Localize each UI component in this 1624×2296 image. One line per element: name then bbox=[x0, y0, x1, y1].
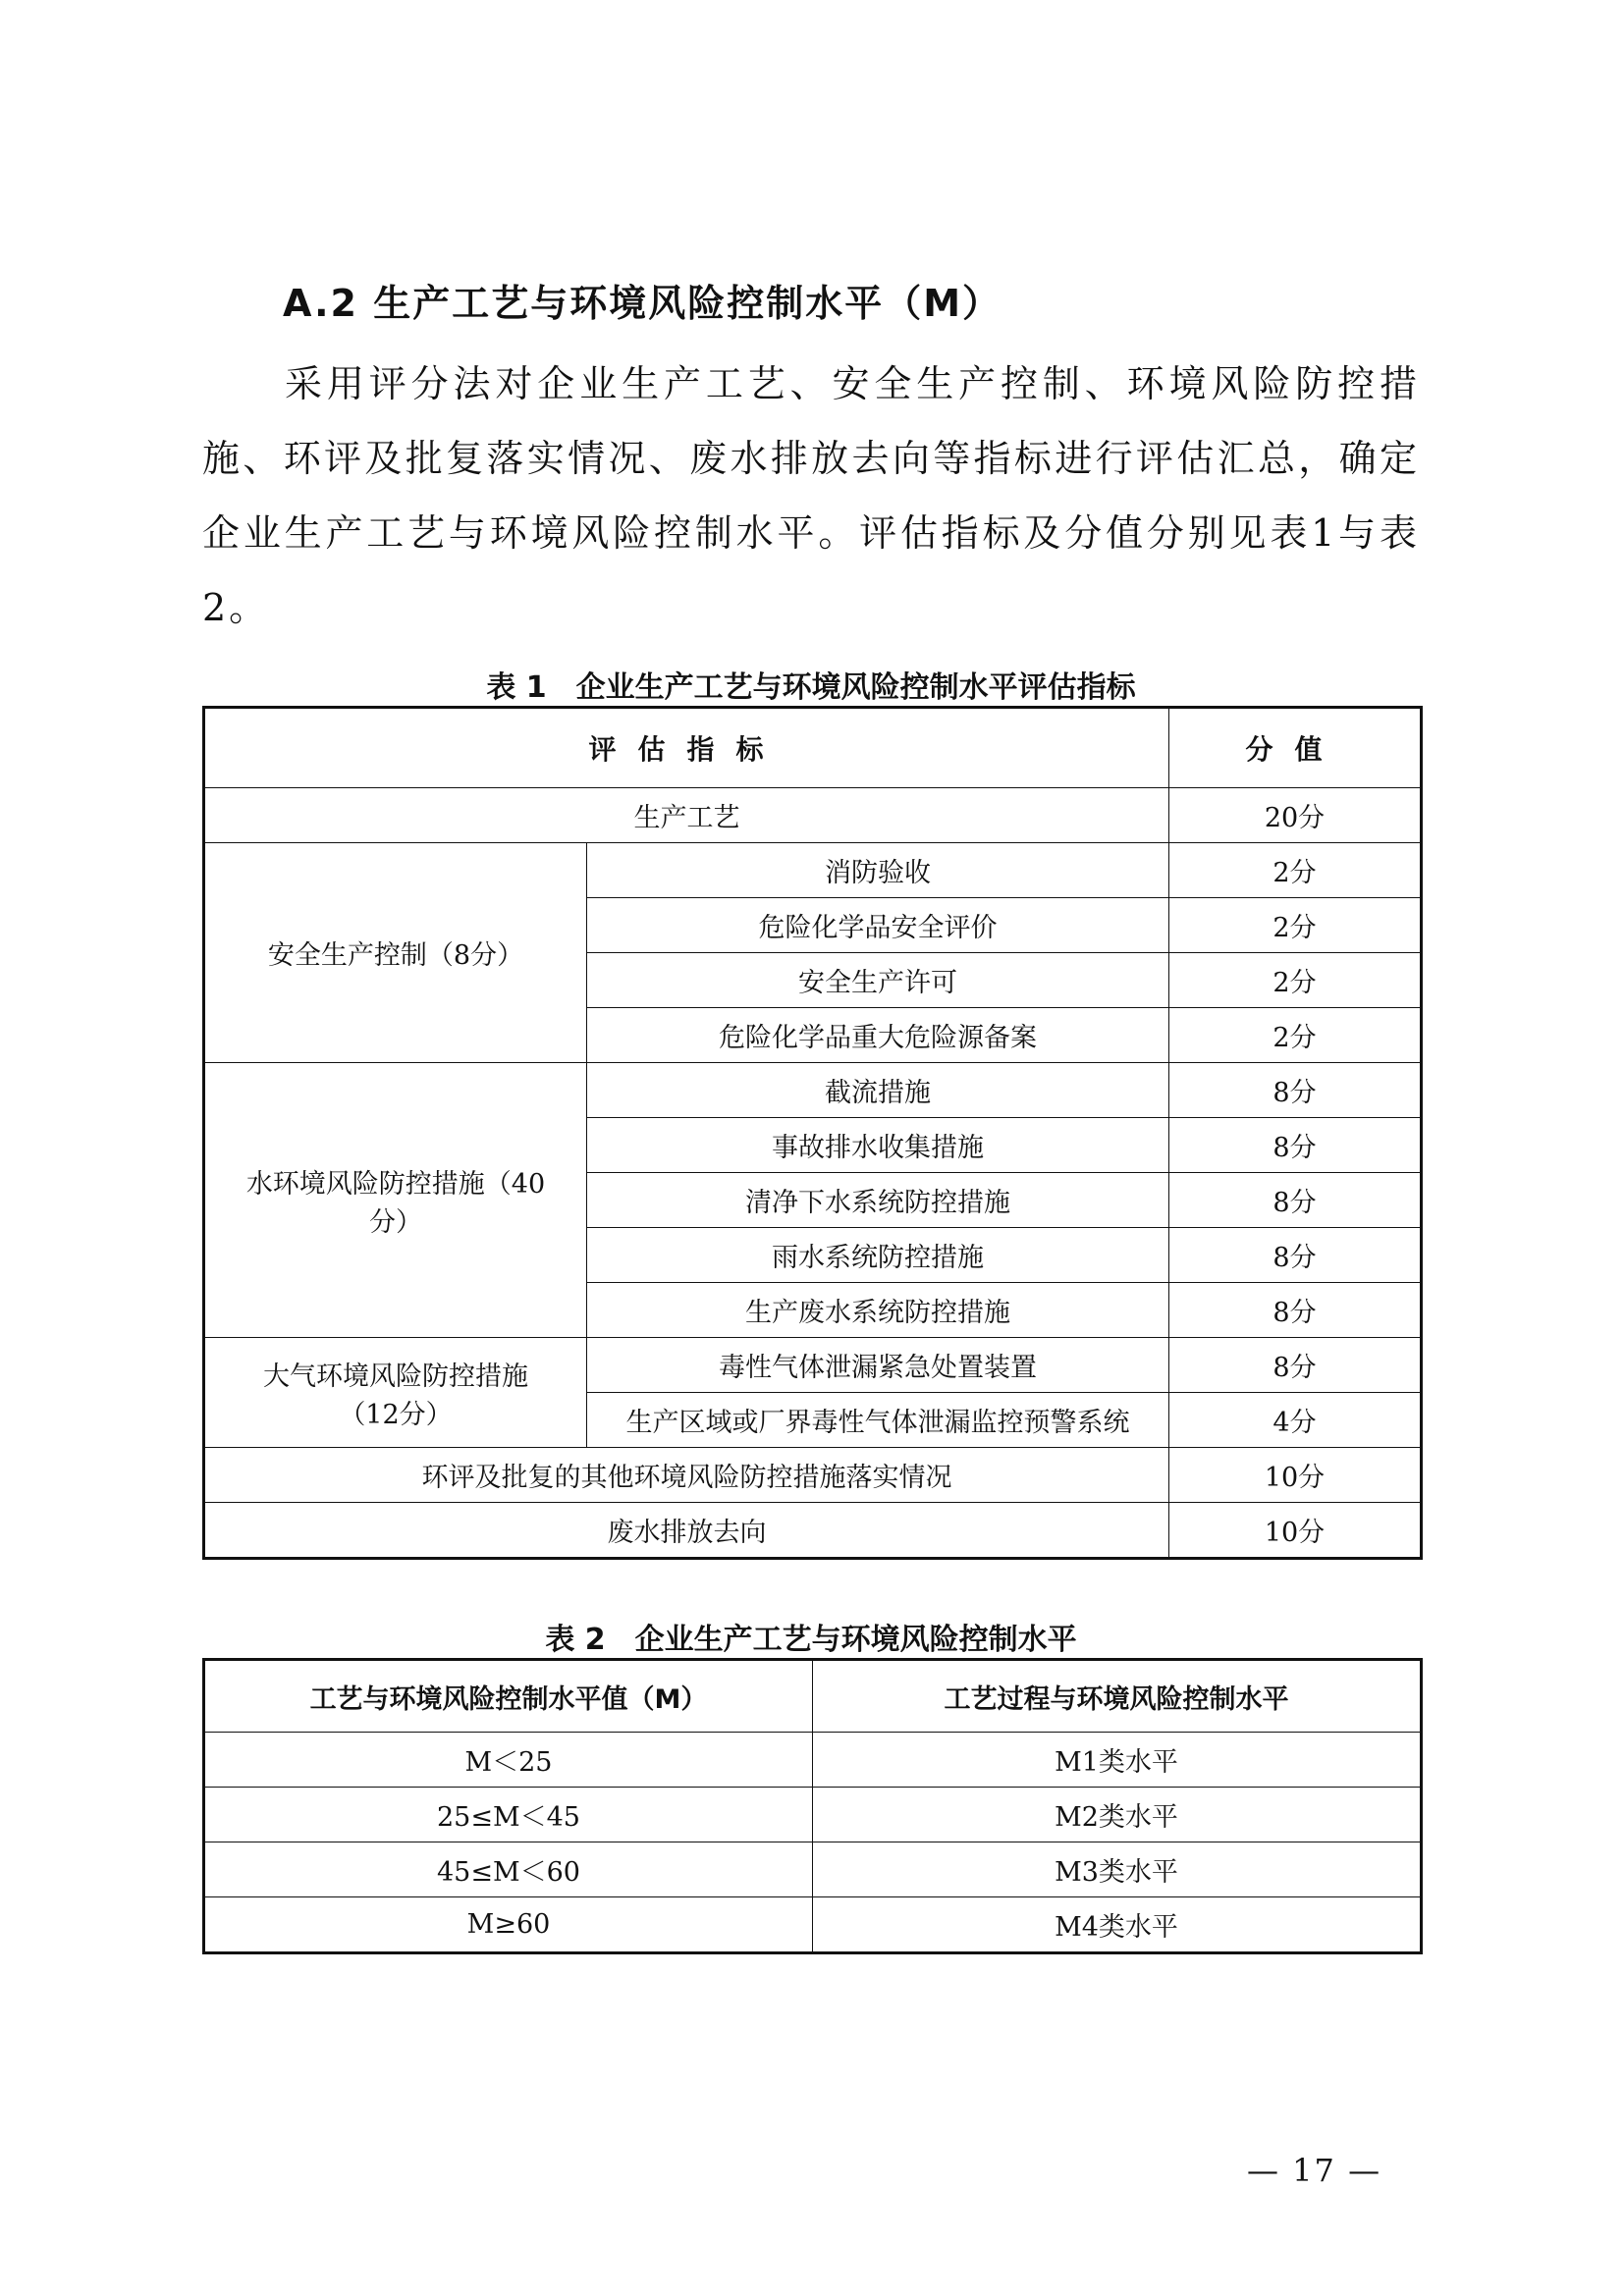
row-score: 8分 bbox=[1169, 1173, 1422, 1228]
row-score: 10分 bbox=[1169, 1503, 1422, 1559]
group-label-air: 大气环境风险防控措施（12分） bbox=[204, 1338, 587, 1448]
group-label-water: 水环境风险防控措施（40分） bbox=[204, 1063, 587, 1338]
row-score: 2分 bbox=[1169, 898, 1422, 953]
row-value: M≥60 bbox=[204, 1897, 813, 1953]
row-label: 生产工艺 bbox=[204, 788, 1169, 843]
table-row bbox=[204, 1788, 1422, 1842]
row-score: 8分 bbox=[1169, 1118, 1422, 1173]
table-header-row bbox=[204, 708, 1422, 788]
row-score: 2分 bbox=[1169, 843, 1422, 898]
row-score: 8分 bbox=[1169, 1338, 1422, 1393]
body-paragraph: 采用评分法对企业生产工艺、安全生产控制、环境风险防控措施、环评及批复落实情况、废水排放去向等指标进行评估汇总，确定企业生产工艺与环境风险控制水平。评估指标及分值分别见表1与表2。 bbox=[202, 362, 1420, 629]
row-label: 毒性气体泄漏紧急处置装置 bbox=[587, 1338, 1169, 1393]
row-value: M＜25 bbox=[204, 1733, 813, 1788]
group-label-safety: 安全生产控制（8分） bbox=[204, 843, 587, 1063]
row-label: 截流措施 bbox=[587, 1063, 1169, 1118]
table-row bbox=[204, 1503, 1422, 1559]
table2-levels bbox=[202, 1658, 1423, 1954]
row-label: 安全生产许可 bbox=[587, 953, 1169, 1008]
row-score: 2分 bbox=[1169, 953, 1422, 1008]
table-row bbox=[204, 1448, 1422, 1503]
row-value: 25≤M＜45 bbox=[204, 1788, 813, 1842]
table2-caption: 表 2 企业生产工艺与环境风险控制水平 bbox=[545, 1623, 1077, 1657]
page-number: — 17 — bbox=[1247, 2152, 1382, 2189]
row-level: M2类水平 bbox=[813, 1788, 1422, 1842]
row-label: 生产废水系统防控措施 bbox=[587, 1283, 1169, 1338]
row-level: M3类水平 bbox=[813, 1842, 1422, 1897]
row-score: 20分 bbox=[1169, 788, 1422, 843]
header-level: 工艺过程与环境风险控制水平 bbox=[813, 1660, 1422, 1733]
table-row bbox=[204, 1842, 1422, 1897]
row-level: M1类水平 bbox=[813, 1733, 1422, 1788]
row-score: 2分 bbox=[1169, 1008, 1422, 1063]
header-score: 分值 bbox=[1169, 708, 1422, 788]
table-row bbox=[204, 1897, 1422, 1953]
row-score: 10分 bbox=[1169, 1448, 1422, 1503]
row-level: M4类水平 bbox=[813, 1897, 1422, 1953]
table-row bbox=[204, 1063, 1422, 1118]
row-label: 事故排水收集措施 bbox=[587, 1118, 1169, 1173]
table-row bbox=[204, 843, 1422, 898]
section-heading: A.2 生产工艺与环境风险控制水平（M） bbox=[283, 282, 1002, 325]
row-value: 45≤M＜60 bbox=[204, 1842, 813, 1897]
row-label: 雨水系统防控措施 bbox=[587, 1228, 1169, 1283]
row-label: 废水排放去向 bbox=[204, 1503, 1169, 1559]
row-label: 危险化学品安全评价 bbox=[587, 898, 1169, 953]
row-label: 危险化学品重大危险源备案 bbox=[587, 1008, 1169, 1063]
table1-indicators bbox=[202, 706, 1423, 1560]
row-label: 清净下水系统防控措施 bbox=[587, 1173, 1169, 1228]
header-indicator: 评估指标 bbox=[204, 708, 1169, 788]
row-score: 8分 bbox=[1169, 1063, 1422, 1118]
table1-caption: 表 1 企业生产工艺与环境风险控制水平评估指标 bbox=[486, 670, 1136, 705]
table-row bbox=[204, 788, 1422, 843]
row-label: 环评及批复的其他环境风险防控措施落实情况 bbox=[204, 1448, 1169, 1503]
row-label: 消防验收 bbox=[587, 843, 1169, 898]
row-score: 4分 bbox=[1169, 1393, 1422, 1448]
table-row bbox=[204, 1733, 1422, 1788]
row-score: 8分 bbox=[1169, 1228, 1422, 1283]
row-label: 生产区域或厂界毒性气体泄漏监控预警系统 bbox=[587, 1393, 1169, 1448]
table-header-row bbox=[204, 1660, 1422, 1733]
row-score: 8分 bbox=[1169, 1283, 1422, 1338]
table-row bbox=[204, 1338, 1422, 1393]
header-value: 工艺与环境风险控制水平值（M） bbox=[204, 1660, 813, 1733]
